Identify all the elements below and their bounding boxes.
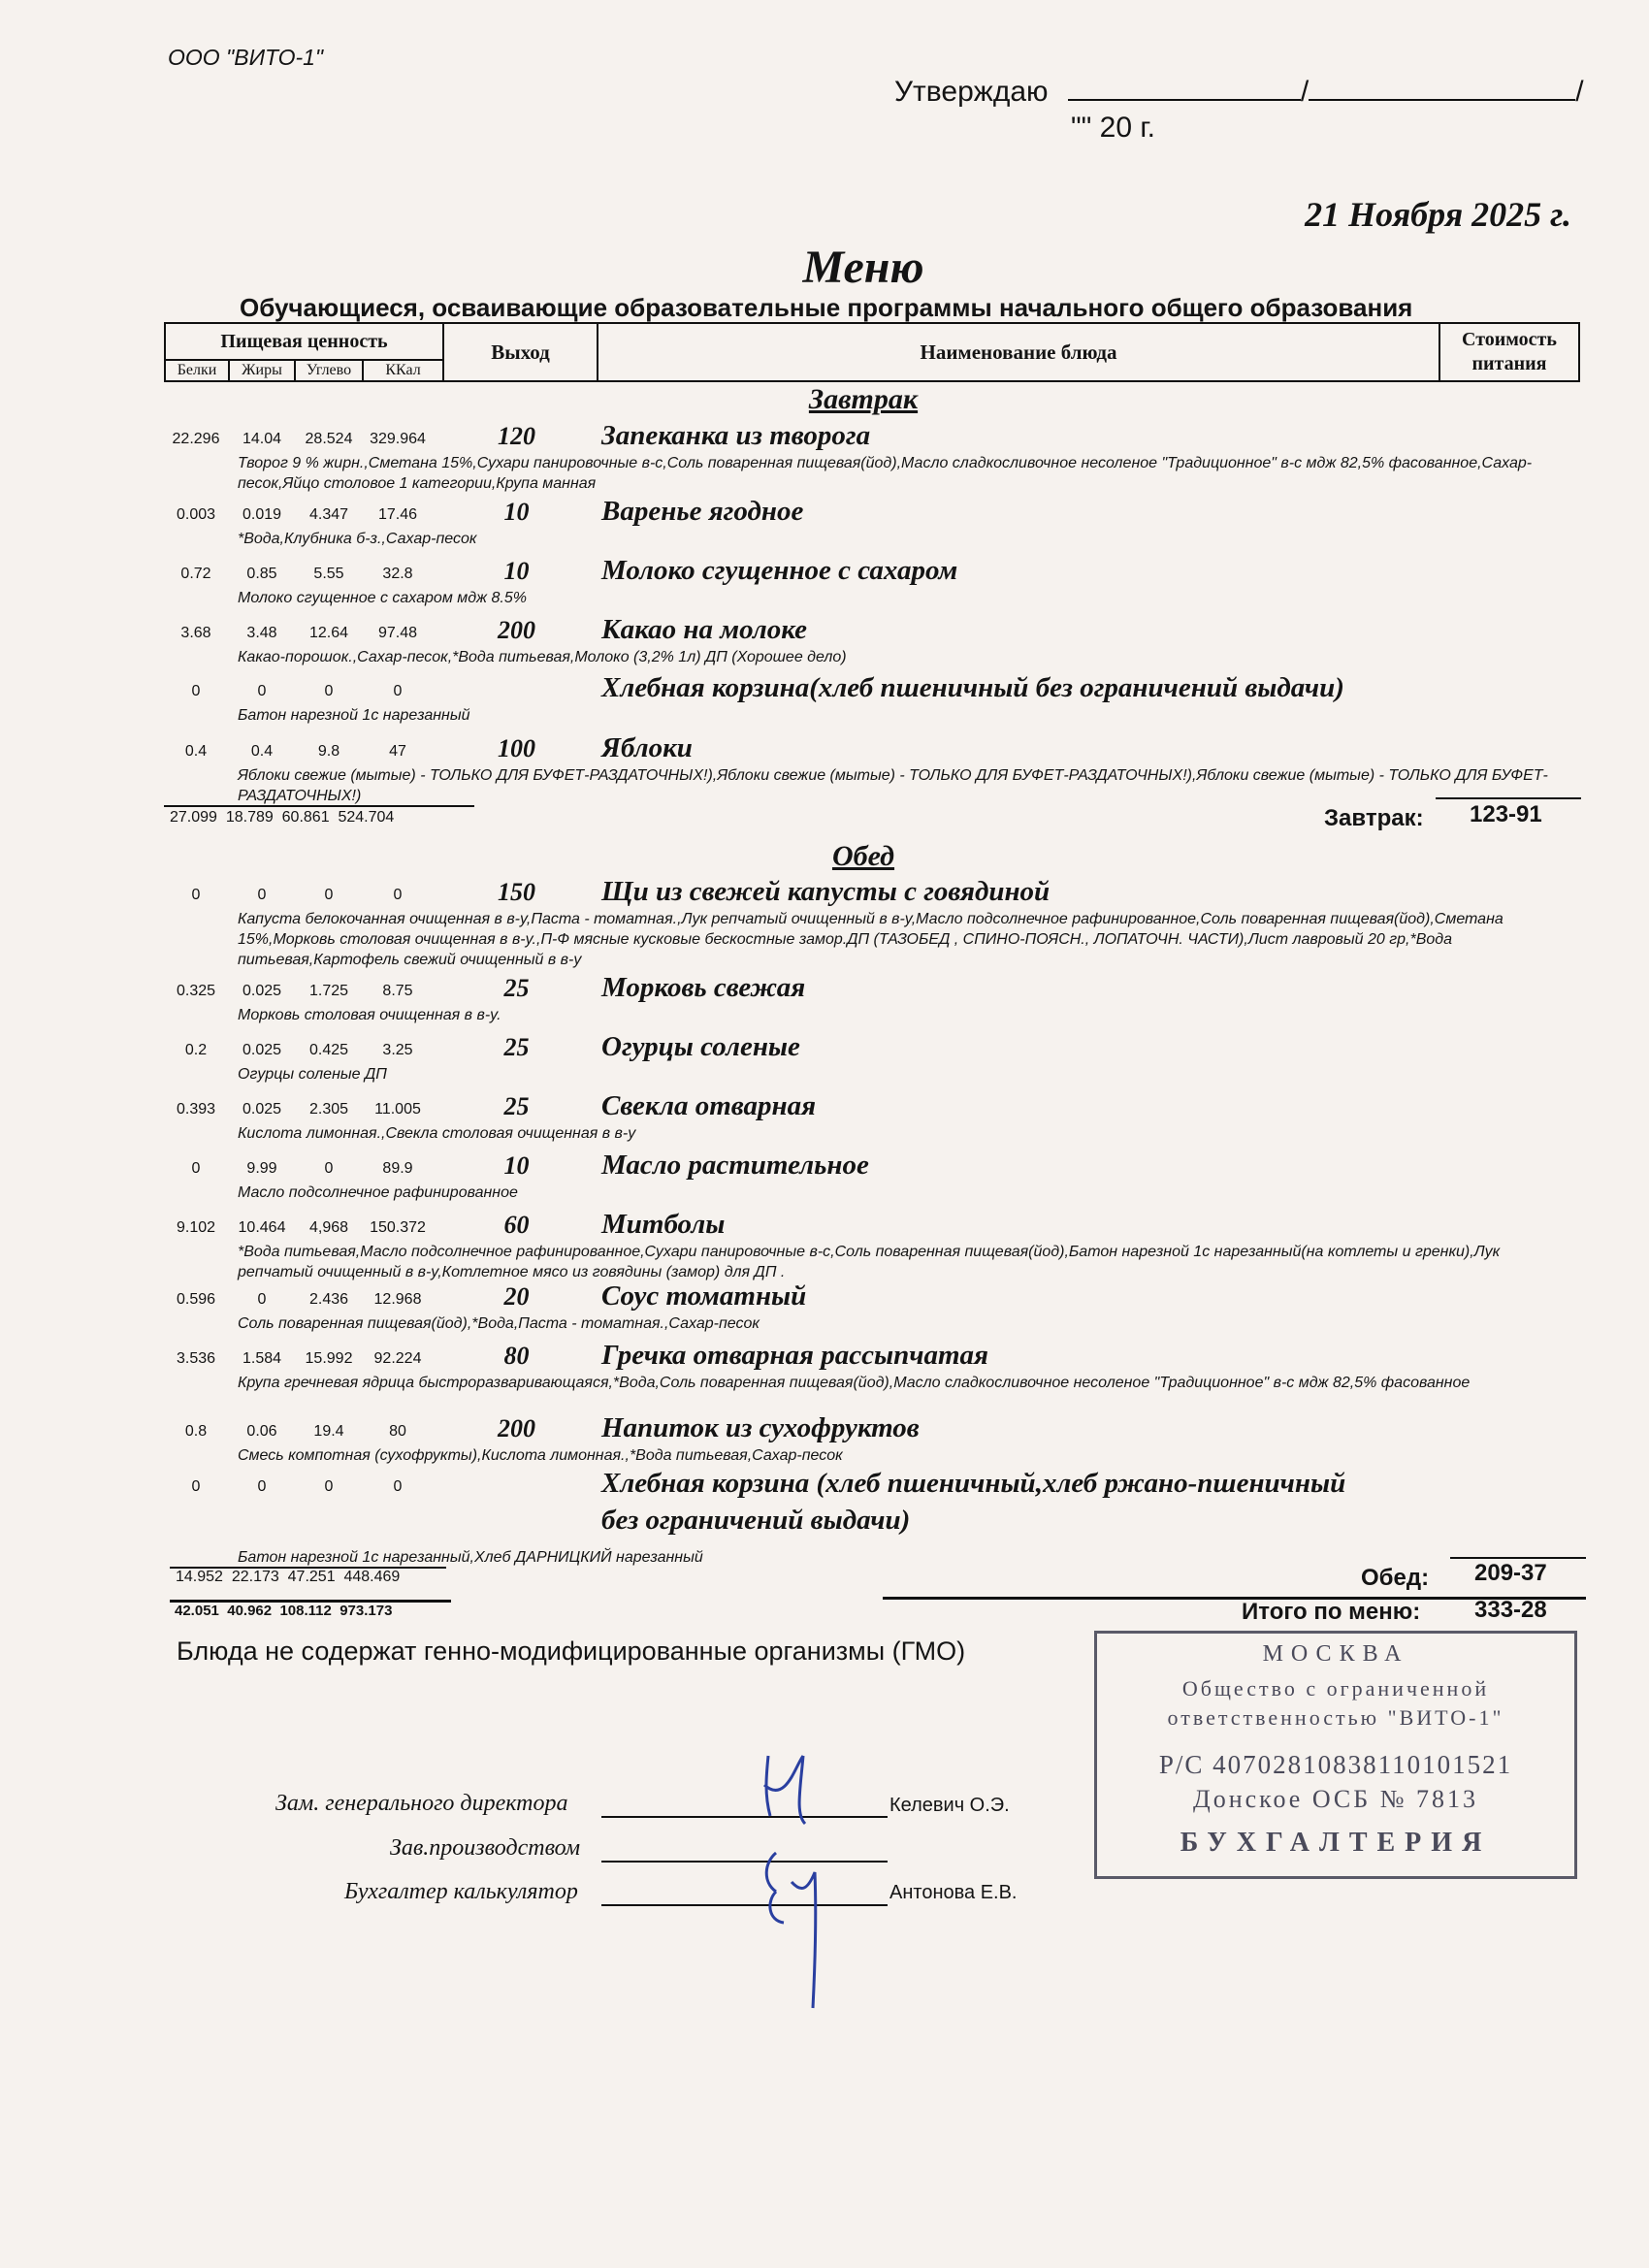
stamp-line1: Общество с ограниченной	[1181, 1676, 1490, 1701]
lunch-row-dish-name: Свекла отварная	[601, 1090, 817, 1121]
breakfast-row-kcal: 0	[393, 683, 403, 699]
lunch-row-ingredients: Соль поваренная пищевая(йод),*Вода,Паста - томатная.,Сахар-песок	[238, 1315, 760, 1332]
breakfast-row-carb: 9.8	[317, 743, 340, 760]
breakfast-total-kcal: 524.704	[338, 809, 395, 826]
grand-total-kcal: 973.173	[340, 1603, 393, 1619]
quote-open: "	[1071, 112, 1082, 144]
breakfast-row-dish-name: Молоко сгущенное с сахаром	[601, 555, 958, 586]
lunch-row-protein: 9.102	[176, 1219, 216, 1236]
menu-date: 21 Ноября 2025 г.	[1305, 195, 1571, 234]
signature-name-accountant: Антонова Е.В.	[889, 1882, 1018, 1903]
lunch-row-dish-name: Щи из свежей капусты с говядиной	[601, 876, 1051, 907]
year-prefix: 20	[1099, 112, 1133, 144]
breakfast-row-kcal: 17.46	[377, 506, 418, 523]
lunch-row-kcal: 12.968	[373, 1291, 422, 1308]
lunch-row-carb: 0	[324, 1478, 334, 1495]
breakfast-row-kcal: 329.964	[370, 431, 426, 447]
year-suffix: г.	[1140, 112, 1155, 144]
lunch-row-protein: 0	[191, 887, 201, 903]
lunch-row-ingredients: Кислота лимонная.,Свекла столовая очищенная в в-у	[238, 1125, 636, 1142]
breakfast-total-carb: 60.861	[281, 809, 330, 826]
breakfast-row-carb: 4.347	[308, 506, 349, 523]
grand-total-protein: 42.051	[175, 1603, 219, 1619]
lunch-row-fat: 0	[257, 1291, 267, 1308]
lunch-row-carb: 0	[324, 1160, 334, 1177]
breakfast-row-dish-name: Какао на молоке	[601, 614, 807, 645]
lunch-row-kcal: 8.75	[382, 983, 413, 999]
lunch-total-values	[176, 1569, 400, 1586]
breakfast-row-carb: 28.524	[305, 431, 353, 447]
lunch-row-output: 25	[503, 974, 530, 1002]
lunch-section-title: Обед	[831, 840, 895, 872]
lunch-row-fat: 0	[257, 1478, 267, 1495]
breakfast-row-protein: 22.296	[172, 431, 220, 447]
carb-col: Углево	[295, 360, 363, 381]
lunch-row-protein: 0.325	[176, 983, 216, 999]
lunch-row-dish-name: Гречка отварная рассыпчатая	[601, 1340, 988, 1371]
breakfast-row-ingredients: Какао-порошок.,Сахар-песок,*Вода питьевая,Молоко (3,2% 1л) ДП (Хорошее дело)	[238, 649, 847, 665]
lunch-row-fat: 1.584	[242, 1350, 282, 1367]
page-subtitle: Обучающиеся, осваивающие образовательные программы начального общего образования	[240, 293, 1413, 322]
breakfast-row-ingredients: Творог 9 % жирн.,Сметана 15%,Сухари панировочные в-с,Соль поваренная пищевая(йод),Масло сладкосливочное несоленое "Традиционное" в-с мдж 82,5% фасованное,Сахар-песок,Яйцо столовое 1 категории,Крупа манная	[238, 455, 1533, 492]
breakfast-row-ingredients: Молоко сгущенное с сахаром мдж 8.5%	[238, 590, 527, 606]
breakfast-row-carb: 0	[324, 683, 334, 699]
organization-stamp	[1094, 1631, 1577, 1879]
lunch-row-dish-name: Огурцы соленые	[601, 1031, 800, 1062]
breakfast-row-dish-name: Яблоки	[601, 732, 693, 763]
breakfast-row-output: 100	[498, 734, 535, 762]
stamp-bank: Донское ОСБ № 7813	[1192, 1785, 1479, 1813]
organization-name: ООО "ВИТО-1"	[168, 45, 324, 70]
lunch-row-output: 25	[503, 1092, 530, 1120]
breakfast-total-label: Завтрак:	[1324, 805, 1424, 831]
dish-name-header: Наименование блюда	[598, 323, 1439, 381]
lunch-row-output: 25	[503, 1033, 530, 1061]
breakfast-total-values	[170, 809, 394, 826]
lunch-row-ingredients: Масло подсолнечное рафинированное	[238, 1184, 518, 1201]
lunch-total-carb: 47.251	[287, 1569, 336, 1585]
lunch-total-kcal: 448.469	[343, 1569, 401, 1585]
page-title: Меню	[802, 242, 924, 293]
lunch-row-carb: 1.725	[308, 983, 349, 999]
approve-slash: /	[1300, 76, 1310, 108]
lunch-row-ingredients: Крупа гречневая ядрица быстроразваривающаяся,*Вода,Соль поваренная пищевая(йод),Масло сладкосливочное несоленое "Традиционное" в-с мдж 82,5% фасованное	[238, 1375, 1471, 1391]
lunch-row-output: 80	[503, 1342, 530, 1370]
nutrition-header: Пищевая ценность	[165, 323, 443, 360]
grand-total-cost: 333-28	[1474, 1597, 1547, 1623]
approve-line	[894, 76, 1584, 109]
lunch-row-ingredients: Смесь компотная (сухофрукты),Кислота лимонная.,*Вода питьевая,Сахар-песок	[238, 1447, 843, 1464]
lunch-row-output: 10	[503, 1151, 530, 1180]
lunch-row-output: 20	[503, 1282, 530, 1311]
lunch-row-protein: 0.8	[184, 1423, 208, 1440]
grand-total-carb: 108.112	[279, 1603, 332, 1619]
lunch-row-ingredients: Капуста белокочанная очищенная в в-у,Паста - томатная.,Лук репчатый очищенный в в-у,Масло подсолнечное рафинированное,Соль поваренная пищевая(йод),Сметана 15%,Морковь столовая очищенная в в-у.,П-Ф мясные кусковые бескостные замор.ДП (ТАЗОБЕД , СПИНО-ПОЯСН., ЛОПАТОЧН. ЧАСТИ),Лист лавровый 20 гр,*Вода питьевая,Картофель свежий очищенный в в-у	[238, 911, 1504, 968]
approve-label: Утверждаю	[894, 76, 1049, 108]
lunch-row-kcal: 150.372	[370, 1219, 426, 1236]
lunch-row-protein: 0	[191, 1160, 201, 1177]
lunch-row-kcal: 3.25	[382, 1042, 413, 1058]
breakfast-row-protein: 0.72	[180, 566, 211, 582]
lunch-row-protein: 3.536	[176, 1350, 216, 1367]
breakfast-row-kcal: 47	[389, 743, 406, 760]
lunch-row-fat: 0	[257, 887, 267, 903]
lunch-row-kcal: 11.005	[374, 1101, 421, 1118]
lunch-row-fat: 0.025	[242, 983, 282, 999]
lunch-row-dish-name: Напиток из сухофруктов	[601, 1412, 920, 1443]
lunch-total-fat: 22.173	[231, 1569, 279, 1585]
lunch-row-carb: 19.4	[313, 1423, 344, 1440]
quote-close: "	[1081, 112, 1092, 144]
lunch-row-kcal: 0	[393, 1478, 403, 1495]
lunch-row-carb: 0	[324, 887, 334, 903]
breakfast-row-output: 10	[503, 498, 530, 526]
protein-col: Белки	[165, 360, 229, 381]
lunch-row-kcal: 89.9	[382, 1160, 413, 1177]
lunch-total-label: Обед:	[1361, 1565, 1430, 1591]
signature-role-deputy-director: Зам. генерального директора	[275, 1791, 568, 1816]
stamp-city: МОСКВА	[1262, 1641, 1409, 1667]
grand-total-values	[175, 1603, 392, 1619]
approve-date-line	[1071, 112, 1155, 145]
signature-role-accountant: Бухгалтер калькулятор	[344, 1879, 578, 1904]
breakfast-row-ingredients: Батон нарезной 1с нарезанный	[238, 707, 470, 724]
lunch-row-carb: 15.992	[305, 1350, 353, 1367]
lunch-row-protein: 0.393	[176, 1101, 216, 1118]
lunch-row-output: 200	[498, 1414, 535, 1442]
menu-table-header	[164, 322, 1580, 382]
lunch-row-kcal: 92.224	[373, 1350, 422, 1367]
breakfast-row-fat: 14.04	[242, 431, 282, 447]
lunch-row-dish-name: Митболы	[601, 1209, 726, 1240]
breakfast-row-ingredients: Яблоки свежие (мытые) - ТОЛЬКО ДЛЯ БУФЕТ-РАЗДАТОЧНЫХ!),Яблоки свежие (мытые) - ТОЛЬКО ДЛЯ БУФЕТ-РАЗДАТОЧНЫХ!),Яблоки свежие (мытые) - ТОЛЬКО ДЛЯ БУФЕТ-РАЗДАТОЧНЫХ!)	[238, 767, 1548, 804]
breakfast-section-title: Завтрак	[808, 383, 919, 415]
breakfast-row-fat: 0.4	[250, 743, 274, 760]
lunch-row-ingredients: Батон нарезной 1с нарезанный,Хлеб ДАРНИЦКИЙ нарезанный	[238, 1549, 703, 1566]
breakfast-total-cost: 123-91	[1470, 801, 1542, 827]
lunch-row-fat: 0.025	[242, 1042, 282, 1058]
breakfast-row-dish-name: Варенье ягодное	[601, 496, 804, 527]
output-header: Выход	[443, 323, 598, 381]
breakfast-row-carb: 12.64	[308, 625, 349, 641]
approve-blank-2	[1309, 76, 1575, 101]
breakfast-row-output: 120	[498, 422, 535, 450]
breakfast-row-fat: 0	[257, 683, 267, 699]
handwritten-signature	[747, 1746, 854, 2018]
lunch-row-fat: 9.99	[246, 1160, 277, 1177]
lunch-row-ingredients: *Вода питьевая,Масло подсолнечное рафинированное,Сухари панировочные в-с,Соль поваренная пищевая(йод),Батон нарезной 1с нарезанный(на котлеты и гренки),Лук репчатый очищенный в в-у,Котлетное мясо из говядины (замор) для ДП .	[238, 1244, 1501, 1280]
breakfast-row-protein: 0.003	[176, 506, 216, 523]
lunch-cost-rule	[1450, 1557, 1586, 1559]
lunch-row-ingredients: Огурцы соленые ДП	[238, 1066, 387, 1083]
breakfast-row-dish-name: Хлебная корзина(хлеб пшеничный без ограничений выдачи)	[601, 672, 1344, 703]
signature-name-deputy-director: Келевич О.Э.	[889, 1795, 1010, 1816]
breakfast-row-protein: 0	[191, 683, 201, 699]
lunch-row-kcal: 80	[389, 1423, 406, 1440]
lunch-row-dish-name: Хлебная корзина (хлеб пшеничный,хлеб ржано-пшеничный	[601, 1468, 1346, 1499]
gmo-notice: Блюда не содержат генно-модифицированные организмы (ГМО)	[177, 1636, 966, 1666]
lunch-row-protein: 0	[191, 1478, 201, 1495]
breakfast-total-fat: 18.789	[225, 809, 274, 826]
lunch-row-protein: 0.2	[184, 1042, 208, 1058]
kcal-col: ККал	[363, 360, 443, 381]
breakfast-total-protein: 27.099	[170, 809, 217, 826]
breakfast-row-dish-name: Запеканка из творога	[601, 420, 871, 451]
breakfast-row-protein: 3.68	[180, 625, 211, 641]
lunch-row-fat: 0.025	[242, 1101, 282, 1118]
lunch-row-carb: 2.436	[308, 1291, 349, 1308]
lunch-row-dish-name: Морковь свежая	[601, 972, 806, 1003]
stamp-line2: ответственностью "ВИТО-1"	[1167, 1705, 1504, 1730]
lunch-row-carb: 0.425	[308, 1042, 349, 1058]
breakfast-row-kcal: 32.8	[382, 566, 413, 582]
breakfast-row-fat: 3.48	[246, 625, 277, 641]
breakfast-row-fat: 0.85	[246, 566, 277, 582]
breakfast-cost-rule	[1436, 797, 1581, 799]
stamp-account: Р/С 40702810838110101521	[1158, 1750, 1513, 1779]
lunch-row-protein: 0.596	[176, 1291, 216, 1308]
fat-col: Жиры	[229, 360, 295, 381]
lunch-total-protein: 14.952	[176, 1569, 223, 1585]
lunch-row-ingredients: Морковь столовая очищенная в в-у.	[238, 1007, 501, 1023]
breakfast-row-kcal: 97.48	[377, 625, 418, 641]
cost-header: Стоимость питания	[1439, 323, 1579, 381]
lunch-total-cost: 209-37	[1474, 1560, 1547, 1586]
breakfast-row-carb: 5.55	[313, 566, 344, 582]
approve-blank-1	[1068, 76, 1301, 101]
grand-total-label: Итого по меню:	[1242, 1599, 1421, 1625]
lunch-row-fat: 10.464	[238, 1219, 286, 1236]
lunch-row-output: 60	[503, 1211, 530, 1239]
grand-total-fat: 40.962	[227, 1603, 273, 1619]
breakfast-row-protein: 0.4	[184, 743, 208, 760]
approve-slash-end: /	[1575, 76, 1584, 108]
lunch-row-kcal: 0	[393, 887, 403, 903]
lunch-row-dish-name: Соус томатный	[601, 1280, 807, 1312]
lunch-row-dish-name: Масло растительное	[601, 1150, 869, 1181]
lunch-row-output: 150	[498, 878, 535, 906]
lunch-row-fat: 0.06	[246, 1423, 277, 1440]
lunch-row-dish-name-cont: без ограничений выдачи)	[601, 1505, 911, 1536]
lunch-row-carb: 2.305	[308, 1101, 349, 1118]
stamp-department: БУХГАЛТЕРИЯ	[1180, 1828, 1492, 1858]
signature-role-production-head: Зав.производством	[390, 1835, 581, 1861]
breakfast-row-fat: 0.019	[242, 506, 282, 523]
breakfast-row-output: 200	[498, 616, 535, 644]
breakfast-total-rule	[164, 805, 474, 807]
breakfast-row-output: 10	[503, 557, 530, 585]
lunch-row-carb: 4,968	[308, 1219, 349, 1236]
breakfast-row-ingredients: *Вода,Клубника б-з.,Сахар-песок	[238, 531, 477, 547]
